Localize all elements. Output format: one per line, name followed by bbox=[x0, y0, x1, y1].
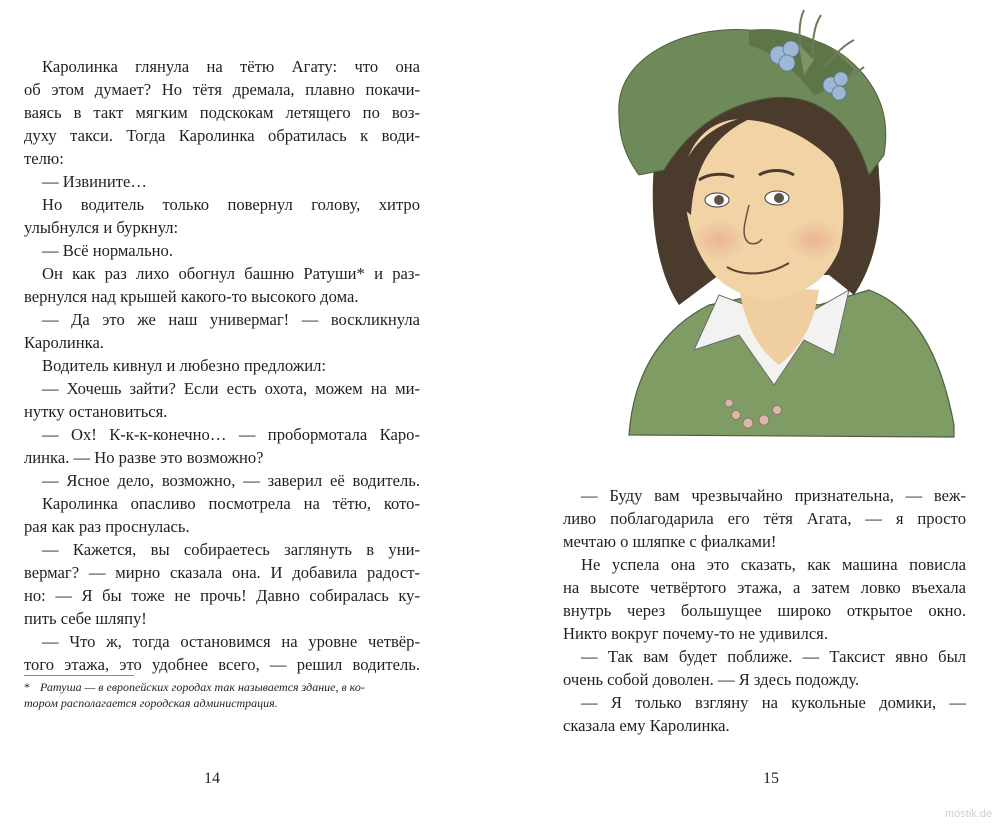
text-line: нутку остановиться. bbox=[24, 402, 168, 421]
text-line: — Ясное дело, возможно, — заверил её водитель. bbox=[42, 471, 420, 490]
text-line: — Так вам будет поближе. — Таксист явно был bbox=[581, 647, 966, 666]
text-line: очень собой доволен. — Я здесь подожду. bbox=[563, 670, 860, 689]
text-line: Каролинка глянула на тётю Агату: что она bbox=[42, 57, 420, 76]
text-line: духу такси. Тогда Каролинка обратилась к води- bbox=[24, 126, 420, 145]
text-line: Каролинка опасливо посмотрела на тётю, кото- bbox=[42, 494, 420, 513]
text-line: Никто вокруг почему-то не удивился. bbox=[563, 624, 828, 643]
text-line: — Хочешь зайти? Если есть охота, можем на ми- bbox=[42, 379, 420, 398]
text-line: сказала ему Каролинка. bbox=[563, 716, 730, 735]
text-line: — Да это же наш универмаг! — воскликнула bbox=[42, 310, 420, 329]
text-line: — Буду вам чрезвычайно признательна, — веж- bbox=[581, 486, 966, 505]
text-line: пить себе шляпу! bbox=[24, 609, 147, 628]
footnote-divider bbox=[24, 675, 134, 676]
left-page-body bbox=[24, 55, 420, 676]
text-line: линка. — Но разве это возможно? bbox=[24, 448, 264, 467]
page-number-left: 14 bbox=[204, 770, 220, 787]
right-page bbox=[499, 0, 998, 824]
text-line: Водитель кивнул и любезно предложил: bbox=[42, 356, 327, 375]
text-line: ваясь в такт мягким подскокам летящего по воз- bbox=[24, 103, 420, 122]
page-number-right: 15 bbox=[763, 770, 779, 787]
watermark: mostik.de bbox=[944, 808, 992, 820]
text-line: рая как раз проснулась. bbox=[24, 517, 190, 536]
text-line: — Всё нормально. bbox=[42, 241, 173, 260]
text-line: вермаг? — мирно сказала она. И добавила радост- bbox=[24, 563, 420, 582]
text-line: — Я только взгляну на кукольные домики, — bbox=[581, 693, 966, 712]
text-line: вернулся над крышей какого-то высокого дома. bbox=[24, 287, 359, 306]
text-line: — Кажется, вы собираетесь заглянуть в уни- bbox=[42, 540, 420, 559]
text-line: мечтаю о шляпке с фиалками! bbox=[563, 532, 777, 551]
text-line: — Извините… bbox=[42, 172, 147, 191]
text-line: улыбнулся и буркнул: bbox=[24, 218, 179, 237]
text-line: Он как раз лихо обогнул башню Ратуши* и раз- bbox=[42, 264, 420, 283]
text-line: Каролинка. bbox=[24, 333, 104, 352]
text-line: об этом думает? Но тётя дремала, плавно покачи- bbox=[24, 80, 420, 99]
text-line: — Что ж, тогда остановимся на уровне четвёр- bbox=[42, 632, 420, 651]
text-line: того этажа, это удобнее всего, — решил водитель. bbox=[24, 655, 420, 674]
footnote bbox=[24, 679, 420, 711]
text-line: но: — Я бы тоже не прочь! Давно собиралась ку- bbox=[24, 586, 420, 605]
text-line: на высоте четвёртого этажа, а затем ловко въехала bbox=[563, 578, 966, 597]
text-line: внутрь через большущее широко открытое окно. bbox=[563, 601, 966, 620]
aunt-agata-portrait-illustration bbox=[599, 5, 979, 445]
text-line: Но водитель только повернул голову, хитро bbox=[42, 195, 420, 214]
text-line: Не успела она это сказать, как машина повисла bbox=[581, 555, 966, 574]
text-line: ливо поблагодарила его тётя Агата, — я просто bbox=[563, 509, 966, 528]
footnote-marker: * bbox=[24, 680, 30, 694]
footnote-line-2: тором располагается городская администрация. bbox=[24, 696, 278, 710]
right-page-body bbox=[563, 484, 966, 737]
footnote-line-1: * Ратуша — в европейских городах так называется здание, в ко- bbox=[24, 680, 365, 694]
text-line: телю: bbox=[24, 149, 64, 168]
text-line: — Ох! К-к-к-конечно… — пробормотала Каро- bbox=[42, 425, 420, 444]
